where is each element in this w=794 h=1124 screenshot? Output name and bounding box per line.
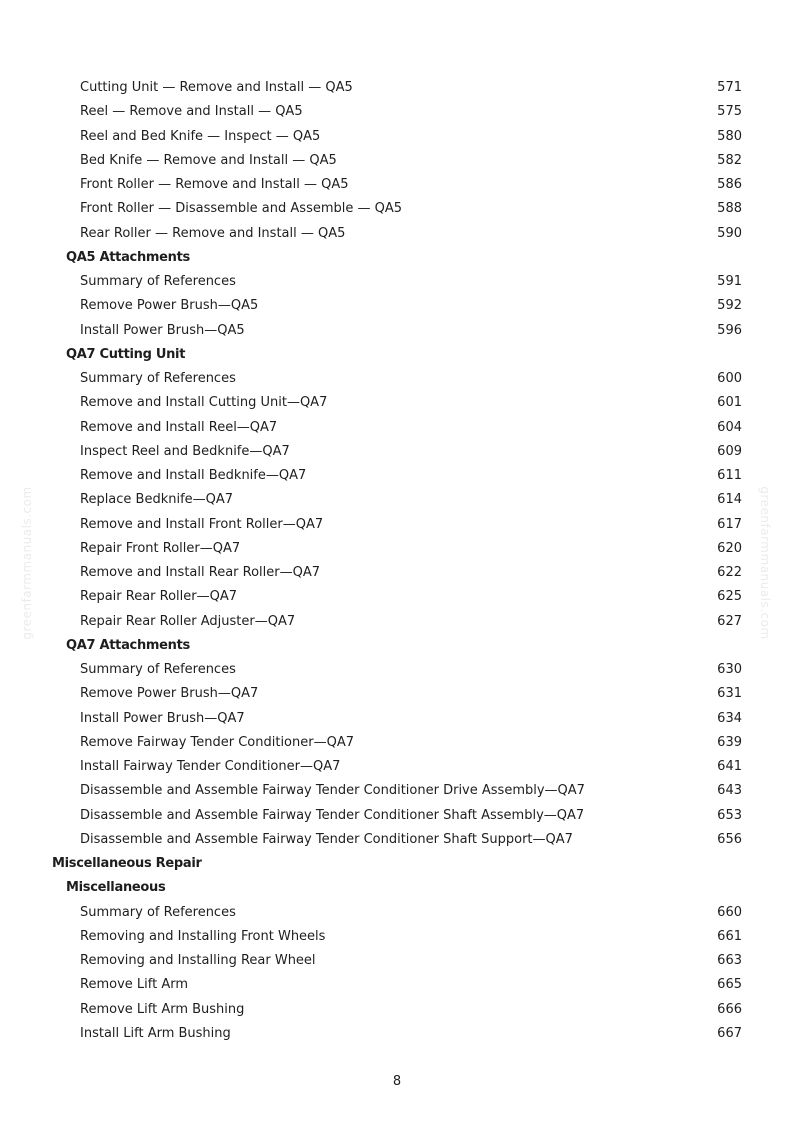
toc-page-number: 582 [717,152,742,168]
toc-entry[interactable] [52,513,742,537]
toc-entry[interactable] [52,173,742,197]
toc-entry-title: Install Power Brush—QA7 [80,710,245,726]
toc-page-number: 614 [717,492,742,508]
toc-entry[interactable] [52,658,742,682]
toc-entry-title: Reel and Bed Knife — Inspect — QA5 [80,128,321,144]
toc-page-number: 588 [717,201,742,217]
toc-entry-title: Remove Fairway Tender Conditioner—QA7 [80,734,354,750]
toc-page-number: 653 [717,807,742,823]
toc-entry[interactable] [52,682,742,706]
toc-page-number: 592 [717,298,742,314]
toc-entry-title: Removing and Installing Rear Wheel [80,953,316,968]
toc-entry[interactable] [52,585,742,609]
toc-entry-title: Remove and Install Bedknife—QA7 [80,468,307,483]
toc-entry-title: Summary of References [80,904,236,920]
toc-page-number: 641 [717,759,742,774]
watermark-left: greenfarmmanuals.com [20,486,34,640]
table-of-contents [52,76,742,1046]
toc-entry[interactable] [52,222,742,246]
toc-entry[interactable] [52,440,742,464]
toc-entry[interactable] [52,949,742,973]
toc-entry-title: Remove and Install Rear Roller—QA7 [80,565,320,580]
toc-entry-title: Miscellaneous Repair [52,856,202,871]
toc-entry[interactable] [52,804,742,828]
toc-entry[interactable] [52,416,742,440]
toc-entry-title: Front Roller — Remove and Install — QA5 [80,177,349,192]
toc-page-number: 571 [717,80,742,95]
toc-entry-title: Install Power Brush—QA5 [80,322,245,338]
toc-entry[interactable] [52,464,742,488]
toc-entry-title: Summary of References [80,274,236,289]
toc-page-number: 625 [717,589,742,605]
toc-entry-title: Replace Bedknife—QA7 [80,492,234,508]
toc-section-heading [52,246,742,270]
toc-entry-title: QA7 Cutting Unit [66,346,186,362]
toc-page-number: 604 [717,419,742,435]
toc-entry[interactable] [52,561,742,585]
toc-entry[interactable] [52,367,742,391]
toc-entry[interactable] [52,391,742,415]
toc-page-number: 620 [717,540,742,556]
toc-page-number: 660 [717,904,742,920]
toc-entry[interactable] [52,755,742,779]
toc-entry-title: Install Fairway Tender Conditioner—QA7 [80,759,341,774]
toc-entry-title: Repair Front Roller—QA7 [80,540,241,556]
toc-section-heading [52,343,742,367]
toc-page-number: 665 [717,977,742,993]
toc-entry[interactable] [52,707,742,731]
toc-page-number: 667 [717,1025,742,1041]
toc-entry-title: Remove and Install Reel—QA7 [80,419,278,435]
toc-entry[interactable] [52,731,742,755]
toc-entry-title: Remove Power Brush—QA5 [80,298,259,314]
toc-page-number: 596 [717,322,742,338]
toc-entry[interactable] [52,100,742,124]
toc-entry-title: Disassemble and Assemble Fairway Tender Conditioner Shaft Assembly—QA7 [80,807,585,823]
toc-page-number: 666 [717,1001,742,1017]
toc-entry-title: Remove Lift Arm [80,977,188,993]
toc-entry[interactable] [52,925,742,949]
toc-page-number: 656 [717,831,742,847]
toc-page-number: 575 [717,104,742,120]
toc-entry-title: Disassemble and Assemble Fairway Tender Conditioner Drive Assembly—QA7 [80,783,585,799]
toc-entry[interactable] [52,270,742,294]
toc-page-number: 611 [717,468,742,483]
toc-entry-title: Repair Rear Roller Adjuster—QA7 [80,613,296,629]
toc-page-number: 580 [717,128,742,144]
toc-entry-title: Summary of References [80,662,236,677]
toc-entry-title: Remove Lift Arm Bushing [80,1001,245,1017]
toc-entry-title: Inspect Reel and Bedknife—QA7 [80,443,290,459]
toc-page-number: 591 [717,274,742,289]
toc-entry[interactable] [52,319,742,343]
toc-section-heading [52,852,742,876]
toc-entry-title: Bed Knife — Remove and Install — QA5 [80,152,337,168]
toc-page-number: 643 [717,783,742,799]
toc-entry-title: QA5 Attachments [66,249,190,265]
toc-entry-title: QA7 Attachments [66,637,190,653]
toc-page-number: 639 [717,734,742,750]
toc-section-heading [52,634,742,658]
toc-entry-title: Repair Rear Roller—QA7 [80,589,238,605]
toc-entry-title: Remove and Install Front Roller—QA7 [80,516,324,532]
toc-entry[interactable] [52,76,742,100]
toc-entry-title: Cutting Unit — Remove and Install — QA5 [80,80,353,95]
toc-section-heading [52,876,742,900]
toc-entry-title: Front Roller — Disassemble and Assemble — QA5 [80,201,403,217]
toc-page-number: 634 [717,710,742,726]
toc-page-number: 609 [717,443,742,459]
toc-page-number: 586 [717,177,742,192]
toc-entry-title: Removing and Installing Front Wheels [80,928,326,944]
toc-entry[interactable] [52,828,742,852]
toc-entry[interactable] [52,973,742,997]
toc-entry-title: Miscellaneous [66,880,166,896]
toc-entry-title: Disassemble and Assemble Fairway Tender Conditioner Shaft Support—QA7 [80,831,573,847]
toc-page-number: 622 [717,565,742,580]
toc-entry[interactable] [52,998,742,1022]
toc-entry[interactable] [52,537,742,561]
toc-entry[interactable] [52,779,742,803]
toc-page-number: 663 [717,953,742,968]
toc-page-number: 600 [717,371,742,386]
toc-entry-title: Remove Power Brush—QA7 [80,686,259,702]
toc-entry-title: Rear Roller — Remove and Install — QA5 [80,225,346,241]
toc-entry[interactable] [52,610,742,634]
toc-entry-title: Install Lift Arm Bushing [80,1025,231,1041]
toc-entry[interactable] [52,197,742,221]
toc-entry[interactable] [52,488,742,512]
toc-entry-title: Reel — Remove and Install — QA5 [80,104,303,120]
toc-page-number: 601 [717,395,742,411]
toc-page-number: 631 [717,686,742,702]
toc-entry-title: Summary of References [80,371,236,386]
toc-page-number: 661 [717,928,742,944]
toc-entry-title: Remove and Install Cutting Unit—QA7 [80,395,328,411]
toc-page-number: 590 [717,225,742,241]
toc-page-number: 630 [717,662,742,677]
toc-entry[interactable] [52,125,742,149]
toc-entry[interactable] [52,901,742,925]
toc-entry[interactable] [52,294,742,318]
toc-page-number: 627 [717,613,742,629]
page-number: 8 [392,1074,402,1089]
toc-entry[interactable] [52,149,742,173]
watermark-right: greenfarmmanuals.com [758,486,772,640]
toc-entry[interactable] [52,1022,742,1046]
toc-page-number: 617 [717,516,742,532]
